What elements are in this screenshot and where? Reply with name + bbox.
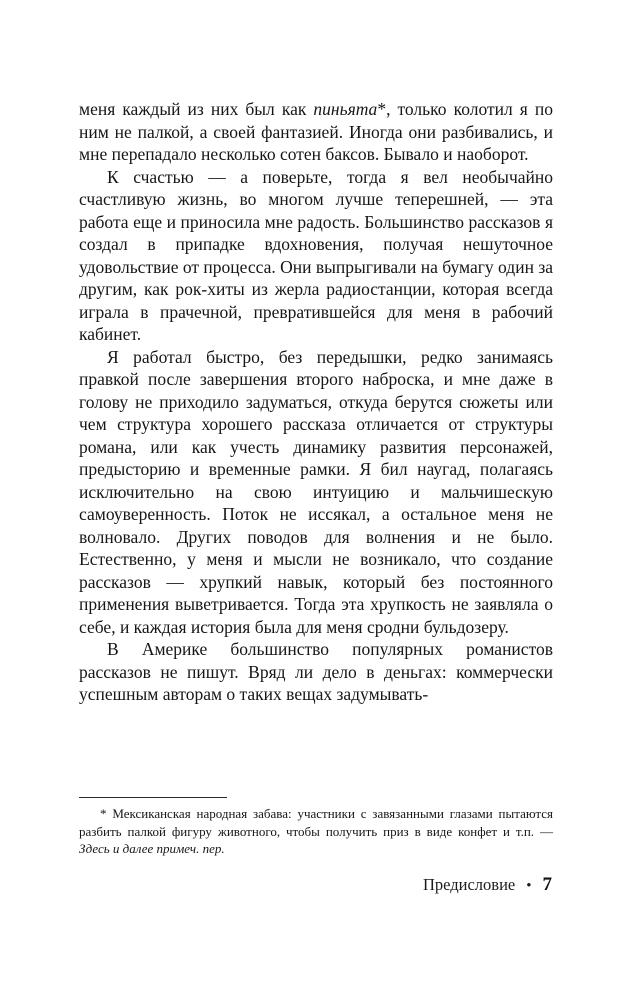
- text-run: * Мексиканская народная забава: участники с завязанными глазами пытаются разбить палкой фигуру животного, чтобы получить приз в виде конфет и т.п. —: [79, 806, 553, 839]
- italic-text-run: пиньята: [313, 99, 378, 119]
- paragraph: [79, 346, 553, 639]
- text-run: В Америке большинство популярных романистов рассказов не пишут. Вряд ли дело в деньгах: коммерчески успешным авторам о таких вещах задумывать-: [79, 639, 553, 704]
- paragraph: [79, 166, 553, 346]
- text-run: меня каждый из них был как: [79, 99, 314, 119]
- footer-section-title: Предисловие: [422, 875, 516, 894]
- paragraph: [79, 638, 553, 706]
- italic-text-run: Здесь и далее примеч. пер.: [79, 841, 225, 857]
- body-text: [79, 98, 553, 706]
- text-run: К счастью — а поверьте, тогда я вел необычайно счастливую жизнь, во многом лучше теперешней, — эта работа еще и приносила мне радость. Большинство рассказов я создал в припадке вдохновения, получая нешуточное удовольствие от процесса. Они выпрыгивали на бумагу один за другим, как рок-хиты из жерла радиостанции, которая всегда играла в прачечной, превратившейся для меня в рабочий кабинет.: [79, 166, 553, 344]
- paragraph: [79, 98, 553, 166]
- page-number: 7: [542, 874, 552, 895]
- footnote: [79, 805, 553, 858]
- text-run: Я работал быстро, без передышки, редко занимаясь правкой после завершения второго наброска, и мне даже в голову не приходило задуматься, откуда берутся сюжеты или чем структура хорошего рассказа отличается от структуры романа, или как учесть динамику развития персонажей, предысторию и временные рамки. Я бил наугад, полагаясь исключительно на свою интуицию и мальчишескую самоуверенность. Поток не иссякал, а остальное меня не волновало. Других поводов для волнения и не было. Естественно, у меня и мысли не возникало, что создание рассказов — хрупкий навык, который без постоянного применения выветривается. Тогда эта хрупкость не заявляла о себе, и каждая история была для меня сродни бульдозеру.: [79, 346, 553, 637]
- running-footer: [423, 874, 552, 896]
- footnote-separator: [79, 797, 227, 798]
- footnote-area: [79, 797, 553, 858]
- text-run: *, только колотил я по ним не палкой, а своей фантазией. Иногда они разбивались, и мне перепадало несколько сотен баксов. Бывало и наоборот.: [79, 99, 553, 164]
- footer-bullet-icon: •: [526, 878, 532, 894]
